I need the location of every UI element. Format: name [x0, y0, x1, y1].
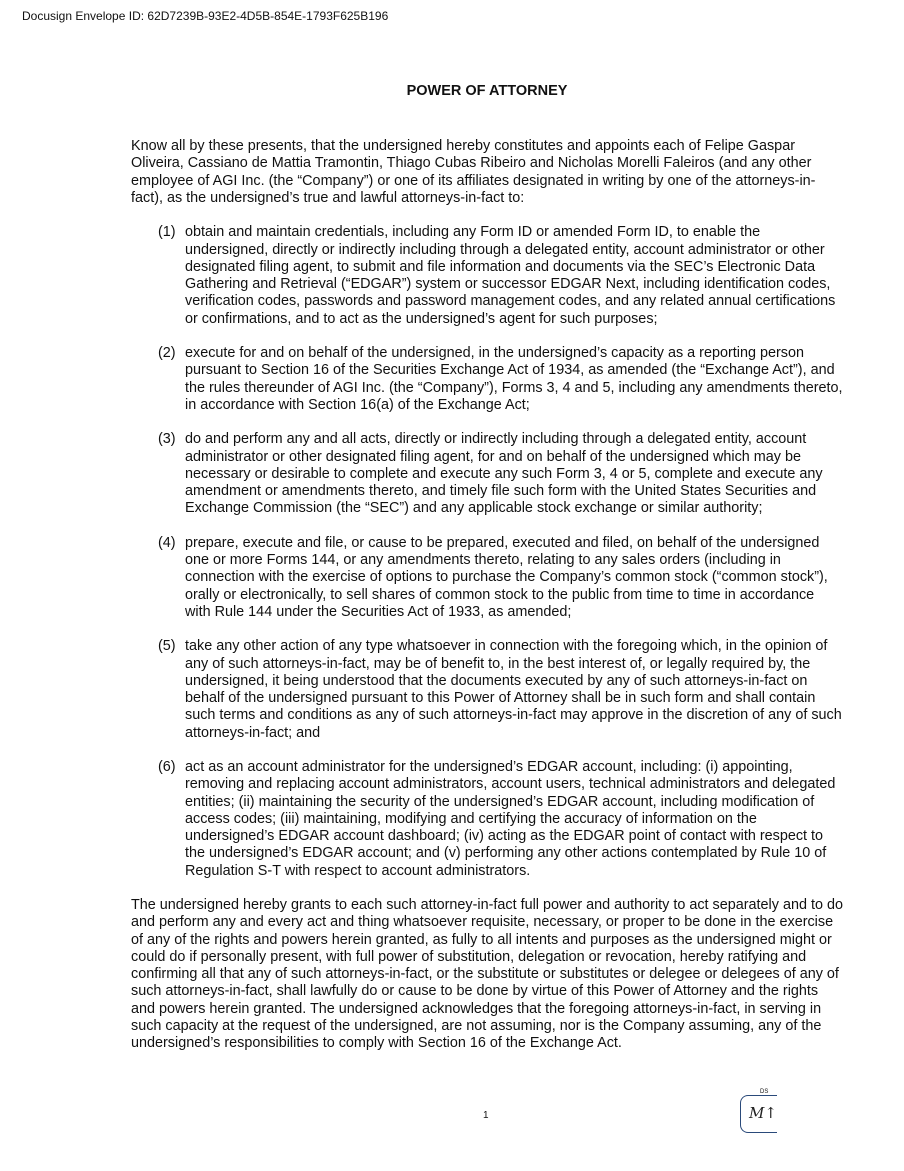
closing-paragraph: The undersigned hereby grants to each such attorney-in-fact full power and authority to act separately and to do and perform any and every act and thing whatsoever requisite, necessary, or proper to be done in the exercise of any of the rights and powers herein granted, as fully to all intents and purposes as the undersigned might or could do if personally present, with full power of substitution, delegation or revocation, hereby ratifying and confirming all that any of such attorneys-in-fact, or the substitute or substitutes or delegee or delegees of any of such attorneys-in-fact, shall lawfully do or cause to be done by virtue of this Power of Attorney and the rights and powers herein granted. The undersigned acknowledges that the foregoing attorneys-in-fact, in serving in such capacity at the request of the undersigned, are not assuming, nor is the Company assuming, any of the undersigned’s responsibilities to comply with Section 16 of the Exchange Act.: [131, 897, 843, 1051]
page-number: 1: [483, 1110, 489, 1121]
intro-paragraph: Know all by these presents, that the undersigned hereby constitutes and appoints each of Felipe Gaspar Oliveira, Cassiano de Mattia Tramontin, Thiago Cubas Ribeiro and Nicholas Morelli Faleiros (and any other employee of AGI Inc. (the “Company”) or one of its affiliates designated in writing by one of the attorneys-in-fact), as the undersigned’s true and lawful attorneys-in-fact to:: [131, 138, 816, 206]
item-text: prepare, execute and file, or cause to be prepared, executed and filed, on behalf of the undersigned one or more Forms 144, or any amendments thereto, relating to any sales orders (including in connection with the exercise of options to purchase the Company’s common stock (“common stock”), orally or electronically, to sell shares of common stock to the public from time to time in accordance with Rule 144 under the Securities Act of 1933, as amended;: [185, 534, 828, 620]
item-text: execute for and on behalf of the undersigned, in the undersigned’s capacity as a reporting person pursuant to Section 16 of the Securities Exchange Act of 1934, as amended (the “Exchange Act”), and the rules thereunder of AGI Inc. (the “Company”), Forms 3, 4 and 5, including any amendments thereto, in accordance with Section 16(a) of the Exchange Act;: [185, 345, 843, 413]
list-item: [131, 224, 843, 328]
list-item: [131, 535, 843, 621]
list-item: [131, 431, 843, 517]
item-number: (4): [158, 534, 176, 551]
document-title: POWER OF ATTORNEY: [406, 83, 568, 99]
item-text: obtain and maintain credentials, including any Form ID or amended Form ID, to enable the undersigned, directly or indirectly including through a delegated entity, account administrator or other designated filing agent, to submit and file information and documents via the SEC’s Electronic Data Gathering and Retrieval (“EDGAR”) system or successor EDGAR Next, including identification codes, verification codes, passwords and password management codes, and any related annual certifications or confirmations, and to act as the undersigned’s agent for such purposes;: [185, 224, 836, 327]
item-number: (1): [158, 224, 176, 241]
item-number: (6): [158, 759, 176, 775]
document-body: [131, 138, 843, 1070]
item-number: (2): [158, 345, 176, 361]
envelope-id: Docusign Envelope ID: 62D7239B-93E2-4D5B-854E-1793F625B196: [22, 9, 389, 23]
item-number: (3): [158, 431, 176, 448]
item-text: do and perform any and all acts, directly or indirectly including through a delegated entity, account administrator or other designated filing agent, for and on behalf of the undersigned which may be necessary or desirable to complete and execute any such Form 3, 4 or 5, complete and execute any amendment or amendments thereto, and timely file such form with the United States Securities and Exchange Commission (the “SEC”) and any applicable stock exchange or similar authority;: [185, 431, 823, 517]
list-item: [131, 345, 843, 414]
list-item: [131, 759, 843, 880]
initials-signature: M↑: [749, 1104, 777, 1122]
powers-list: [131, 224, 843, 880]
docusign-initials-stamp: [740, 1089, 777, 1133]
list-item: [131, 638, 843, 742]
item-text: take any other action of any type whatsoever in connection with the foregoing which, in the opinion of any of such attorneys-in-fact, may be of benefit to, in the best interest of, or legally required by, the undersigned, it being understood that the documents executed by any of such attorneys-in-fact on behalf of the undersigned pursuant to this Power of Attorney shall be in such form and shall contain such terms and conditions as any of such attorneys-in-fact may approve in the discretion of any of such attorneys-in-fact; and: [185, 638, 842, 741]
item-number: (5): [158, 638, 176, 655]
item-text: act as an account administrator for the undersigned’s EDGAR account, including: (i) appointing, removing and replacing account administrators, account users, technical administrators and delegated entities; (ii) maintaining the security of the undersigned’s EDGAR account, including modification of access codes; (iii) maintaining, modifying and certifying the accuracy of information on the undersigned’s EDGAR account dashboard; (iv) acting as the EDGAR point of contact with respect to the undersigned’s EDGAR account; and (v) performing any other actions contemplated by Rule 10 of Regulation S-T with respect to account administrators.: [185, 759, 836, 879]
stamp-label: DS: [760, 1089, 769, 1095]
